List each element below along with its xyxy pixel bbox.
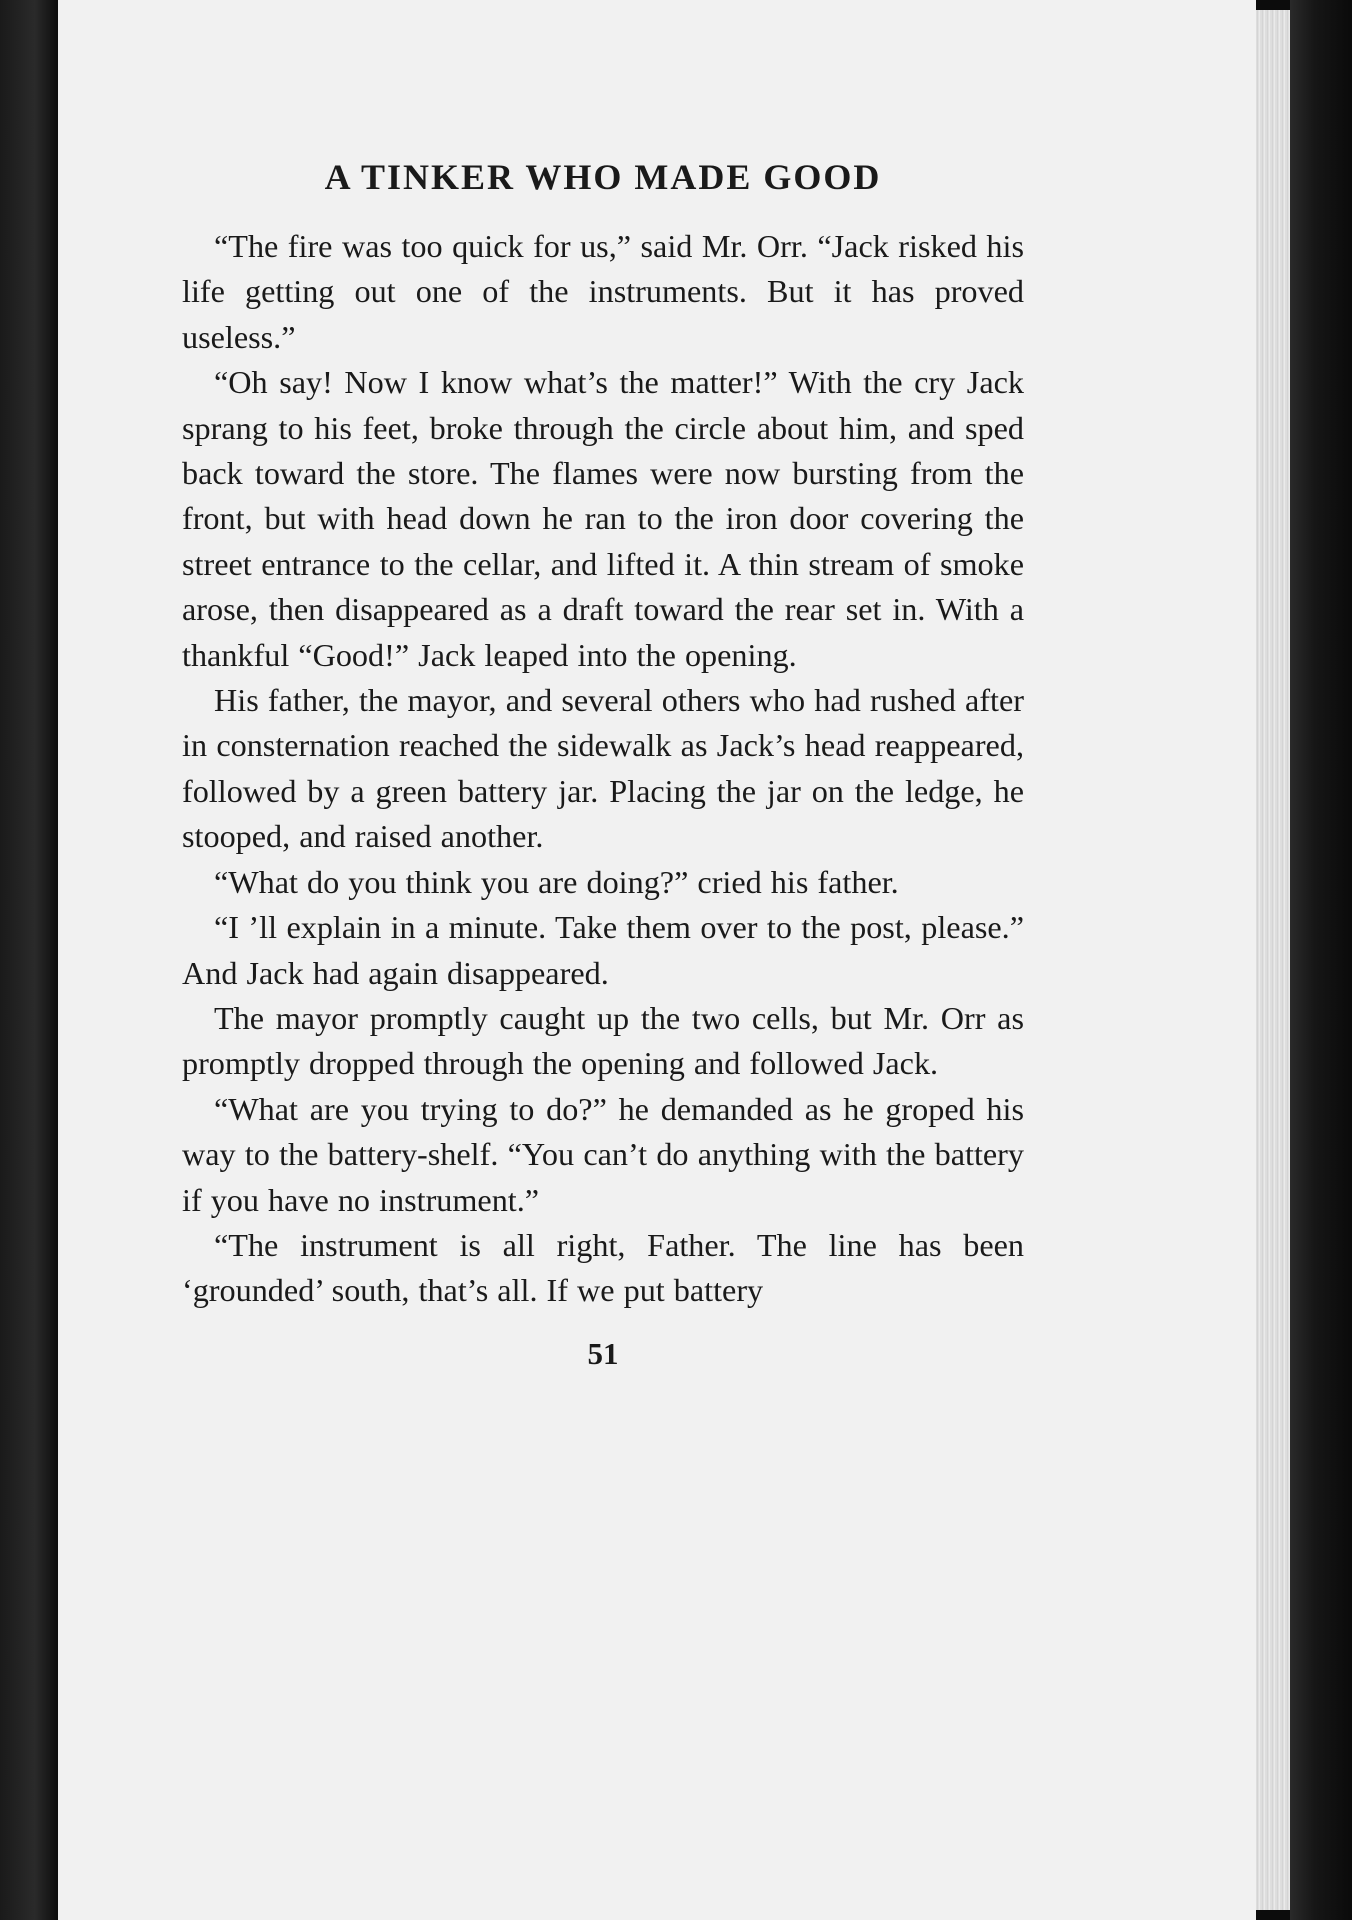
page-text-block — [182, 130, 1024, 1374]
page-edges — [1256, 10, 1290, 1910]
paragraph: “What are you trying to do?” he demanded as he groped his way to the battery-shelf. “You can’t do anything with the battery if you have no instrument.” — [182, 1090, 1024, 1218]
paragraph: “Oh say! Now I know what’s the matter!” With the cry Jack sprang to his feet, broke through the circle about him, and sped back toward the store. The flames were now bursting from the front, but with head down he ran to the iron door covering the street entrance to the cellar, and lifted it. A thin stream of smoke arose, then disappeared as a draft toward the rear set in. With a thankful “Good!” Jack leaped into the opening. — [182, 364, 1024, 673]
paragraph: His father, the mayor, and several others who had rushed after in consternation reached the sidewalk as Jack’s head reappeared, followed by a green battery jar. Placing the jar on the ledge, he stooped, and raised another. — [182, 682, 1024, 855]
book-binding-left — [0, 0, 58, 1920]
paragraph: “The instrument is all right, Father. The line has been ‘grounded’ south, that’s all. If we put battery — [182, 1226, 1024, 1309]
body-text — [182, 224, 1024, 1314]
paragraph: “What do you think you are doing?” cried his father. — [214, 863, 899, 900]
running-head: A TINKER WHO MADE GOOD — [324, 157, 882, 197]
paragraph: “The fire was too quick for us,” said Mr. Orr. “Jack risked his life getting out one of the instruments. But it has proved useless.” — [182, 228, 1024, 355]
book-cover-right — [1290, 0, 1352, 1920]
paragraph: “I ’ll explain in a minute. Take them over to the post, please.” And Jack had again disappeared. — [182, 909, 1024, 991]
paragraph: The mayor promptly caught up the two cells, but Mr. Orr as promptly dropped through the opening and followed Jack. — [182, 999, 1024, 1082]
page-number: 51 — [587, 1335, 619, 1371]
